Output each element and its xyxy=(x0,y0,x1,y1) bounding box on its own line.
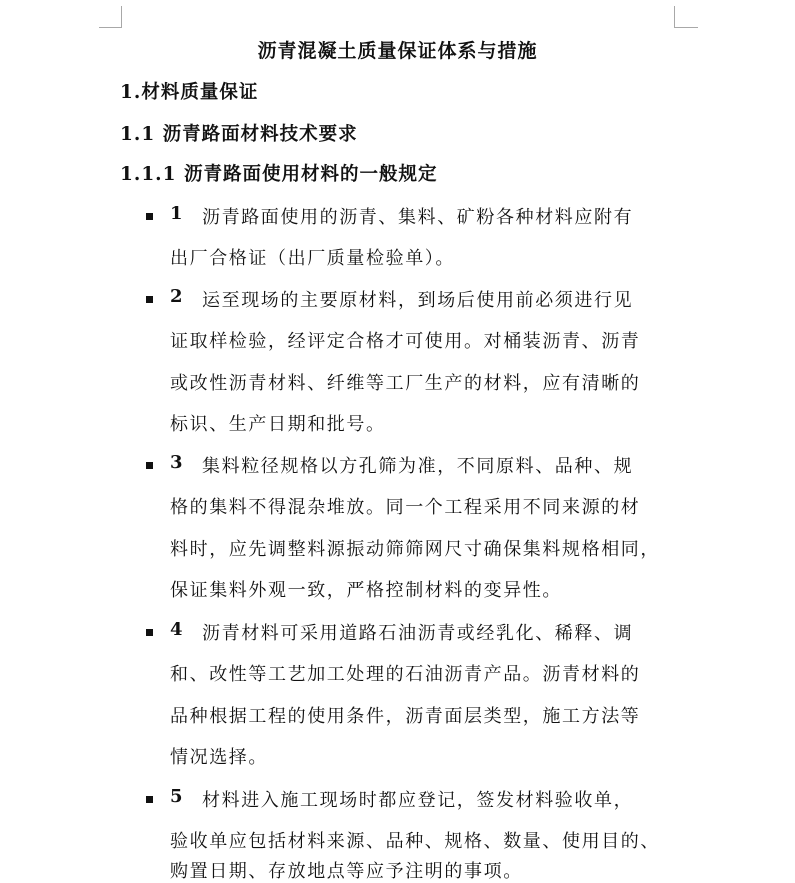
list-item-line: 格的集料不得混杂堆放。同一个工程采用不同来源的材 xyxy=(170,497,641,518)
list-item-number: 5 xyxy=(170,786,183,807)
crop-mark-top-right xyxy=(674,6,675,28)
bullet-square-icon xyxy=(146,296,153,303)
bullet-square-icon xyxy=(146,462,153,469)
list-item-line: 标识、生产日期和批号。 xyxy=(170,414,386,435)
crop-mark-top-left xyxy=(99,27,122,28)
list-item-line: 和、改性等工艺加工处理的石油沥青产品。沥青材料的 xyxy=(170,664,641,685)
list-item-line: 沥青路面使用的沥青、集料、矿粉各种材料应附有 xyxy=(202,207,634,228)
list-item-line: 品种根据工程的使用条件，沥青面层类型，施工方法等 xyxy=(170,706,641,727)
bullet-square-icon xyxy=(146,213,153,220)
list-item-line: 情况选择。 xyxy=(170,747,268,768)
list-item-line: 集料粒径规格以方孔筛为准，不同原料、品种、规 xyxy=(202,456,634,477)
bullet-square-icon xyxy=(146,796,153,803)
crop-mark-top-right xyxy=(674,27,698,28)
document-title: 沥青混凝土质量保证体系与措施 xyxy=(257,40,538,62)
list-item-line: 验收单应包括材料来源、品种、规格、数量、使用目的、 xyxy=(170,831,660,852)
list-item-line: 出厂合格证（出厂质量检验单）。 xyxy=(170,248,455,269)
list-item-line: 保证集料外观一致，严格控制材料的变异性。 xyxy=(170,580,562,601)
heading-level-2: 1.1 沥青路面材料技术要求 xyxy=(120,124,358,145)
heading-level-1: 1.材料质量保证 xyxy=(120,82,259,103)
list-item-line: 运至现场的主要原材料，到场后使用前必须进行见 xyxy=(202,290,634,311)
list-item-line: 料时，应先调整料源振动筛筛网尺寸确保集料规格相同， xyxy=(170,539,660,560)
list-item-line: 材料进入施工现场时都应登记，签发材料验收单， xyxy=(202,790,634,811)
list-item-line: 证取样检验，经评定合格才可使用。对桶装沥青、沥青 xyxy=(170,331,641,352)
crop-mark-top-left xyxy=(121,6,122,28)
list-item-number: 2 xyxy=(170,286,183,307)
list-item-line: 或改性沥青材料、纤维等工厂生产的材料，应有清晰的 xyxy=(170,373,641,394)
list-item-line: 购置日期、存放地点等应予注明的事项。 xyxy=(170,861,523,882)
heading-level-3: 1.1.1 沥青路面使用材料的一般规定 xyxy=(120,164,438,185)
list-item-line: 沥青材料可采用道路石油沥青或经乳化、稀释、调 xyxy=(202,623,634,644)
list-item-number: 3 xyxy=(170,452,183,473)
bullet-square-icon xyxy=(146,629,153,636)
list-item-number: 1 xyxy=(170,203,183,224)
list-item-number: 4 xyxy=(170,619,183,640)
